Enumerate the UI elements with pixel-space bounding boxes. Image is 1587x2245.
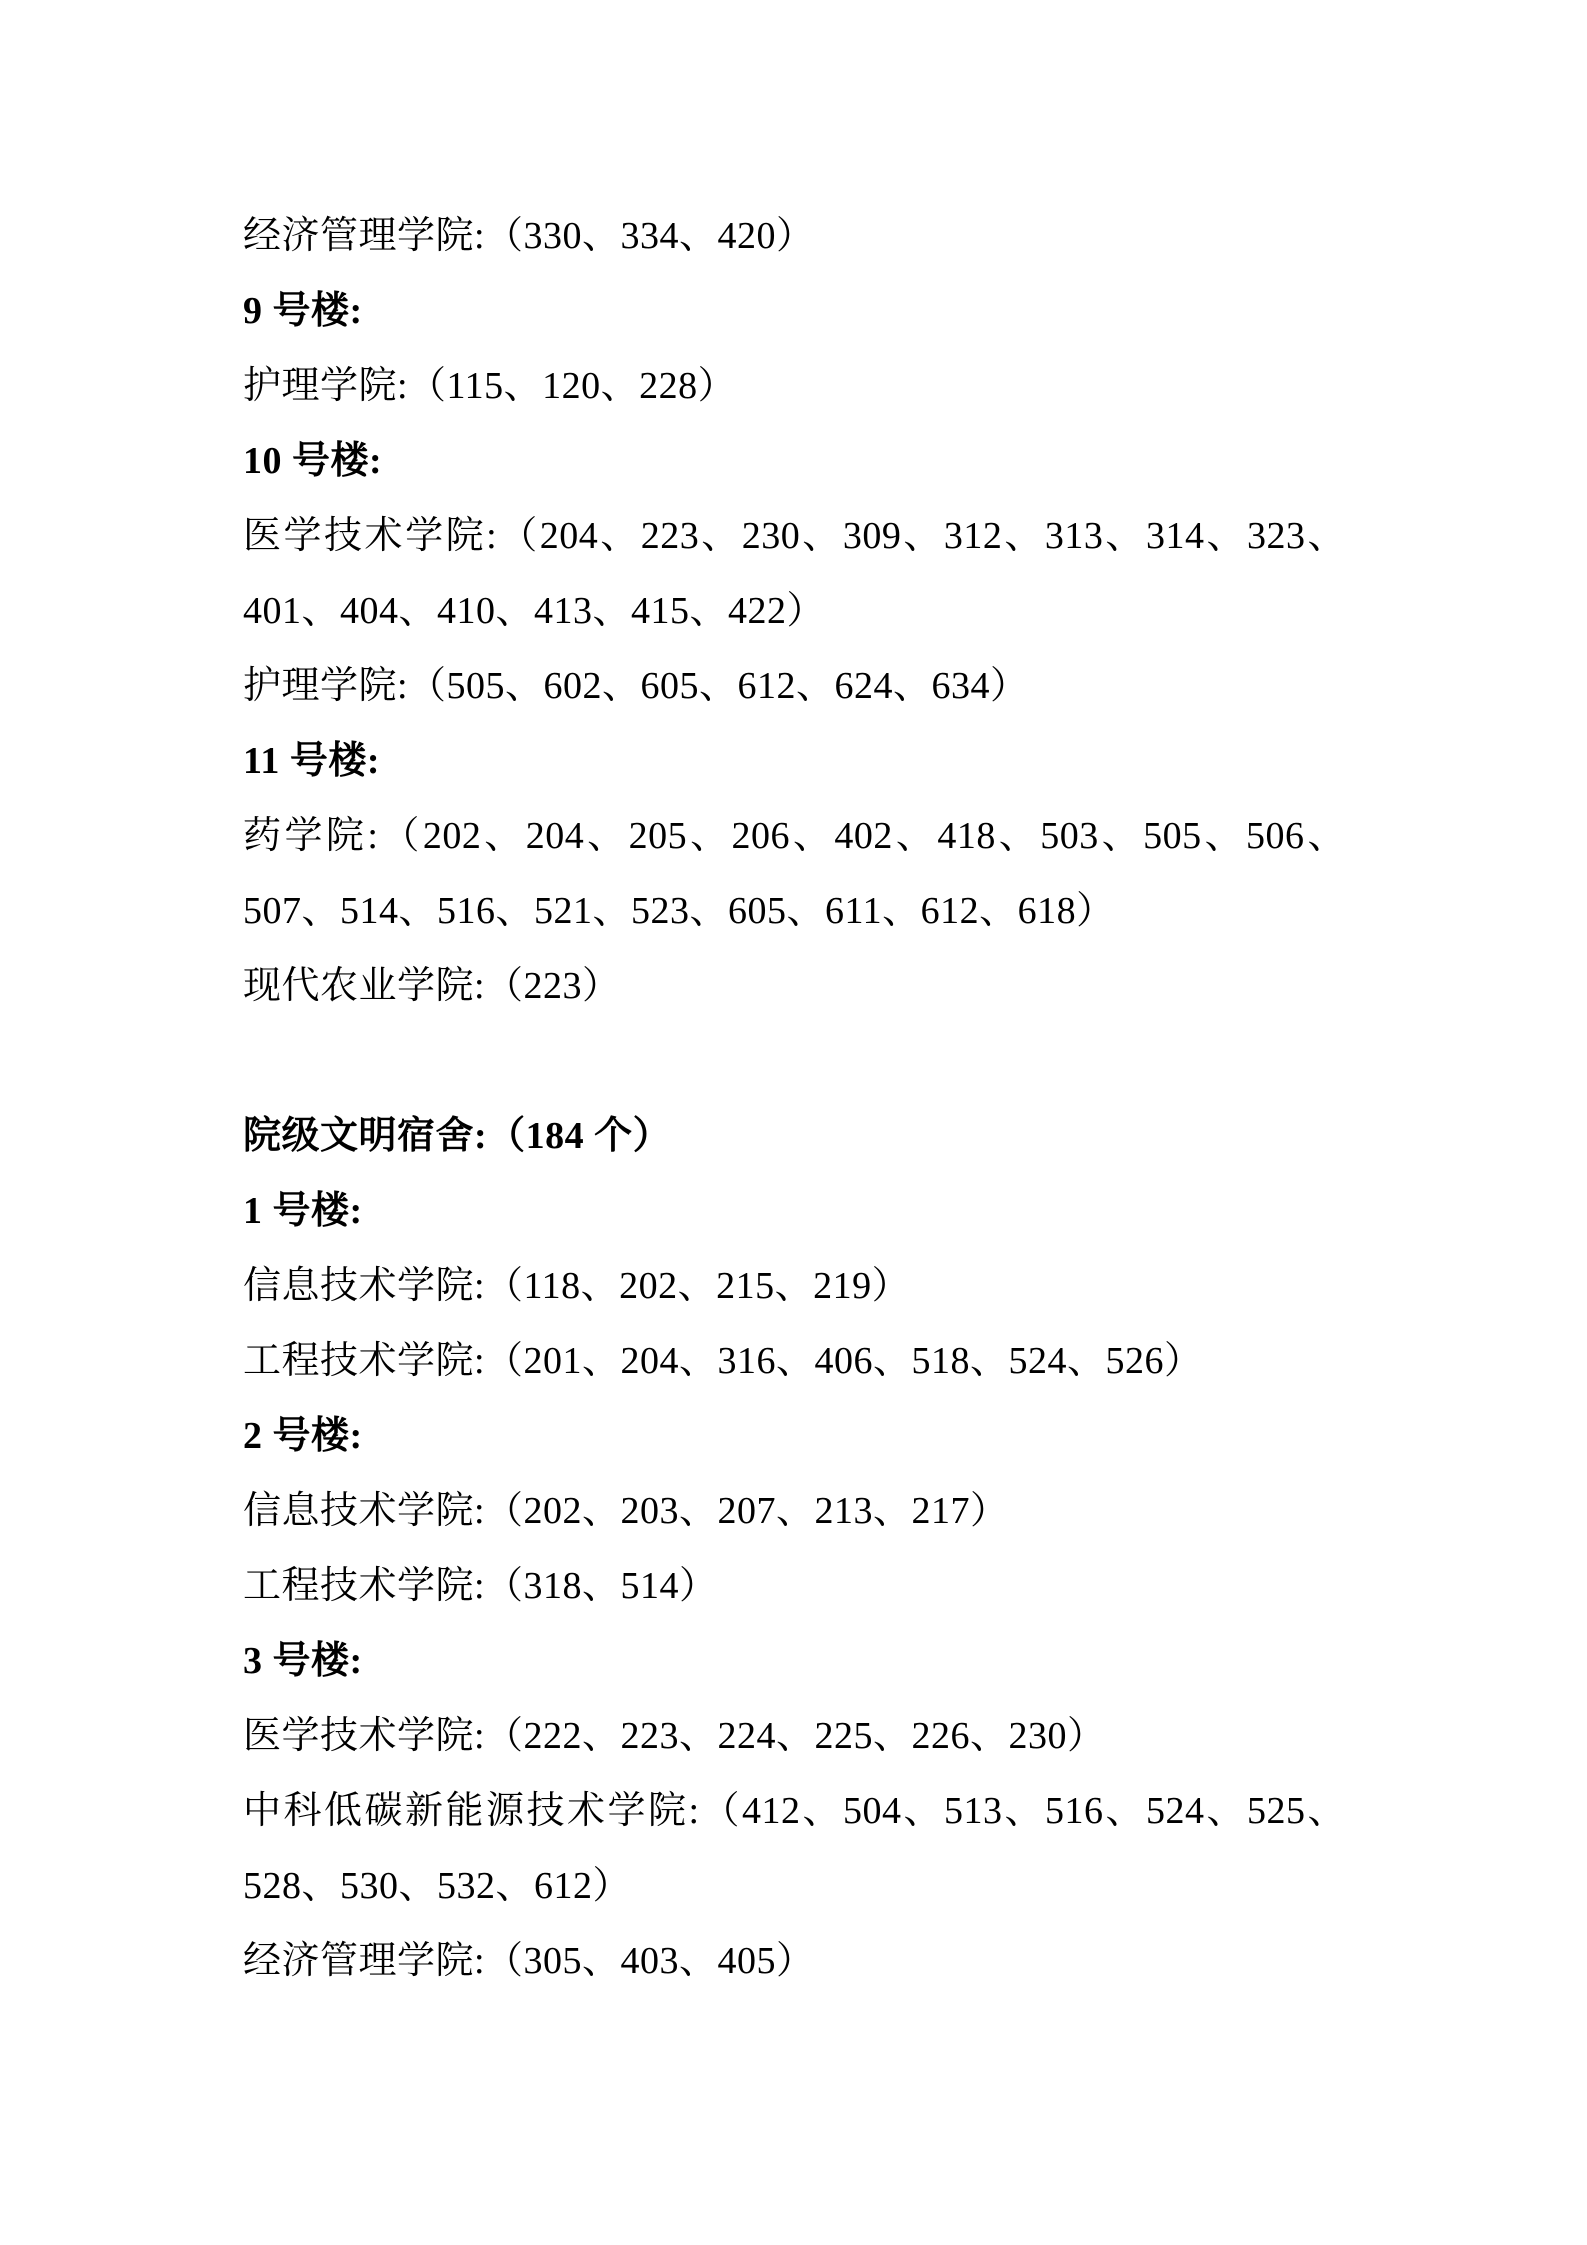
- college-room-entry: 护理学院:（115、120、228）: [243, 365, 737, 407]
- college-room-entry: 工程技术学院:（201、204、316、406、518、524、526）: [243, 1340, 1203, 1382]
- college-room-entry: 经济管理学院:（330、334、420）: [243, 215, 815, 257]
- college-room-entry: 工程技术学院:（318、514）: [243, 1565, 718, 1607]
- college-room-entry: 中科低碳新能源技术学院:（412、504、513、516、524、525、528、530、532、612）: [243, 1790, 1346, 1907]
- college-room-entry: 医学技术学院:（204、223、230、309、312、313、314、323、401、404、410、413、415、422）: [243, 515, 1346, 632]
- building-heading: 9 号楼:: [243, 290, 363, 332]
- college-room-entry: 医学技术学院:（222、223、224、225、226、230）: [243, 1715, 1106, 1757]
- college-room-entry: 护理学院:（505、602、605、612、624、634）: [243, 665, 1029, 707]
- college-room-entry: 信息技术学院:（118、202、215、219）: [243, 1265, 911, 1307]
- building-heading: 10 号楼:: [243, 440, 383, 482]
- college-room-entry: 药学院:（202、204、205、206、402、418、503、505、506、507、514、516、521、523、605、611、612、618）: [243, 815, 1346, 932]
- college-room-entry: 信息技术学院:（202、203、207、213、217）: [243, 1490, 1009, 1532]
- college-room-entry: 经济管理学院:（305、403、405）: [243, 1940, 815, 1982]
- college-room-entry: 现代农业学院:（223）: [243, 965, 621, 1007]
- building-heading: 1 号楼:: [243, 1190, 363, 1232]
- section-heading: 院级文明宿舍:（184 个）: [243, 1115, 672, 1157]
- building-heading: 3 号楼:: [243, 1640, 363, 1682]
- building-heading: 11 号楼:: [243, 740, 381, 782]
- building-heading: 2 号楼:: [243, 1415, 363, 1457]
- blank-line: [243, 1024, 1346, 1099]
